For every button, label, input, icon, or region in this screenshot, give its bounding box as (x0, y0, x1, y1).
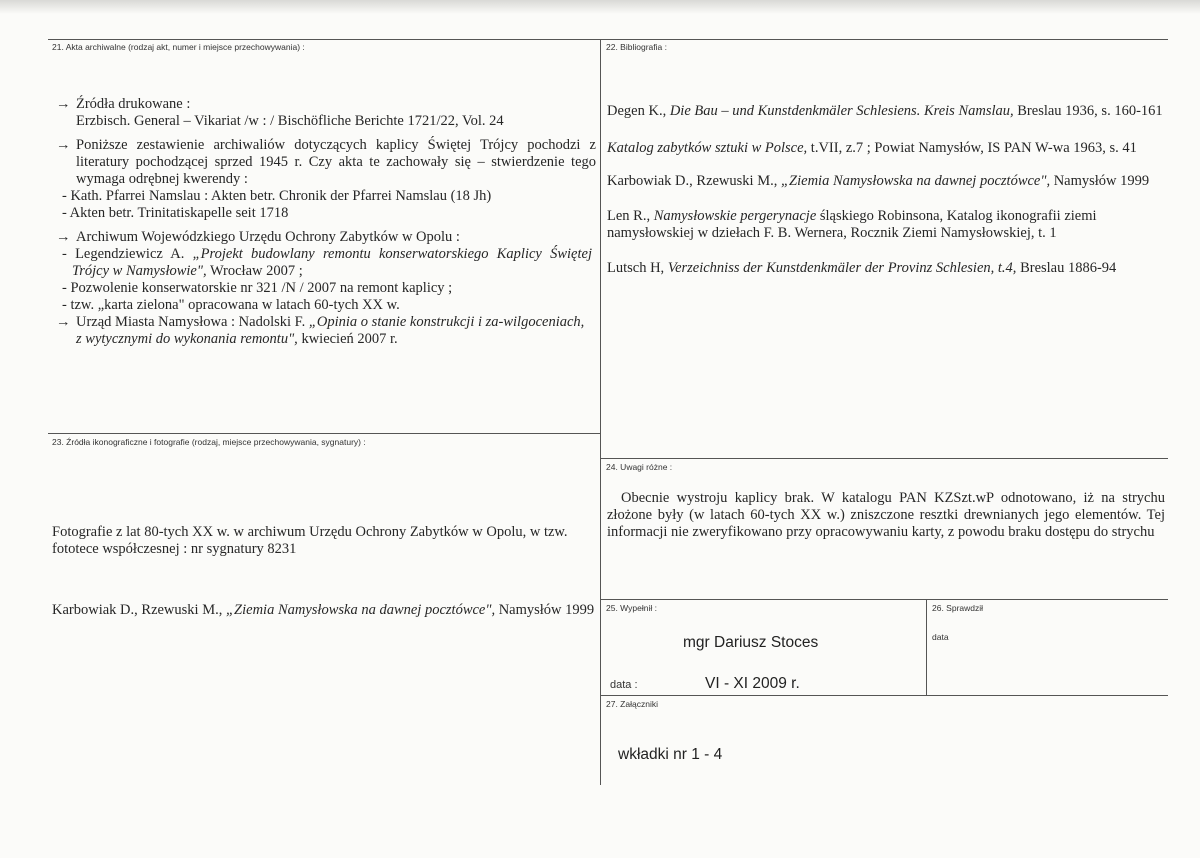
archive-entry-title: Archiwum Wojewódzkiego Urzędu Ochrony Zabytków w Opolu : (76, 229, 460, 245)
top-rule (48, 39, 1168, 40)
center-divider (600, 39, 601, 785)
field-25-label: 25. Wypełnił : (606, 603, 657, 613)
archive-entry-text: Urząd Miasta Namysłowa : Nadolski F. „Opinia o stanie konstrukcji i za-wilgoceniach, z wytycznymi do wykonania remontu", kwiecień 2007 r. (76, 314, 585, 347)
archive-subitem: - Kath. Pfarrei Namslau : Akten betr. Chronik der Pfarrei Namslau (18 Jh) (62, 188, 492, 204)
archive-entry-title: Źródła drukowane : (76, 96, 191, 112)
archive-sublist (56, 246, 596, 314)
archive-entry-printed-sources (56, 96, 596, 130)
archive-entry-summary (56, 137, 596, 188)
rule-24 (600, 458, 1168, 459)
archive-subitem: - tzw. „karta zielona" opracowana w latach 60-tych XX w. (62, 297, 400, 313)
bibliography-entry: Lutsch H, Verzeichniss der Kunstdenkmäler der Provinz Schlesien, t.4, Breslau 1886-94 (607, 260, 1117, 276)
bibliography-section (607, 103, 1165, 277)
filled-by-date-label: data : (610, 679, 638, 691)
archive-entry-text: Poniższe zestawienie archiwaliów dotyczących kaplicy Świętej Trójcy pochodzi z literatury pochodzącej sprzed 1945 r. Czy akta te zachowały się – stwierdzenie tego wymaga odrębnej kwerendy : (76, 137, 596, 187)
arrow-icon: → (56, 314, 71, 330)
field-26-date-label: data (932, 632, 949, 642)
iconography-photos: Fotografie z lat 80-tych XX w. w archiwum Urzędu Ochrony Zabytków w Opolu, w tzw. fototece współczesnej : nr sygnatury 8231 (52, 524, 568, 557)
rule-25 (600, 599, 1168, 600)
rule-23 (48, 433, 601, 434)
attachments-text: wkładki nr 1 - 4 (618, 746, 723, 763)
field-24-label: 24. Uwagi różne : (606, 462, 673, 472)
field-27-label: 27. Załączniki (606, 699, 658, 709)
field-23-label: 23. Źródła ikonograficzne i fotografie (rodzaj, miejsce przechowywania, sygnatury) : (52, 437, 366, 447)
field-21-label: 21. Akta archiwalne (rodzaj akt, numer i miejsce przechowywania) : (52, 42, 305, 52)
arrow-icon: → (56, 229, 71, 245)
bibliography-entry: Karbowiak D., Rzewuski M., „Ziemia Namysłowska na dawnej pocztówce", Namysłów 1999 (607, 173, 1150, 189)
divider-25-26 (926, 599, 927, 695)
field-22-label: 22. Bibliografia : (606, 42, 667, 52)
filled-by-name: mgr Dariusz Stoces (683, 634, 819, 651)
archive-entry-text: Erzbisch. General – Vikariat /w : / Bischöfliche Berichte 1721/22, Vol. 24 (76, 113, 504, 129)
bibliography-entry: Katalog zabytków sztuki w Polsce, t.VII, z.7 ; Powiat Namysłów, IS PAN W-wa 1963, s. 41 (607, 140, 1137, 156)
filled-by-date: VI - XI 2009 r. (705, 675, 800, 692)
archive-subitem: - Legendziewicz A. „Projekt budowlany remontu konserwatorskiego Kaplicy Świętej Trójcy w Namysłowie", Wrocław 2007 ; (62, 246, 592, 279)
iconography-postcards: Karbowiak D., Rzewuski M., „Ziemia Namysłowska na dawnej pocztówce", Namysłów 1999 (52, 602, 595, 618)
rule-27 (600, 695, 1168, 696)
bibliography-entry: Degen K., Die Bau – und Kunstdenkmäler Schlesiens. Kreis Namslau, Breslau 1936, s. 160-161 (607, 103, 1163, 119)
archive-sublist (56, 188, 596, 222)
bibliography-entry: Len R., Namysłowskie pergerynacje śląskiego Robinsona, Katalog ikonografii ziemi namysłowskiej w dziełach F. B. Wernera, Rocznik Ziemi Namysłowskiej, t. 1 (607, 208, 1097, 241)
remarks-text: Obecnie wystroju kaplicy brak. W katalogu PAN KZSzt.wP odnotowano, iż na strychu złożone były (w latach 60-tych XX w.) zniszczone resztki drewnianych jego elementów. Tej informacji nie zweryfikowano przy opracowywaniu karty, z powodu braku dostępu do strychu (607, 490, 1165, 540)
archive-subitem: - Pozwolenie konserwatorskie nr 321 /N / 2007 na remont kaplicy ; (62, 280, 453, 296)
archive-entry-city-office (56, 314, 588, 348)
field-26-label: 26. Sprawdził (932, 603, 984, 613)
scan-edge-shadow (0, 0, 1200, 14)
archives-section (56, 96, 596, 348)
arrow-icon: → (56, 96, 71, 112)
arrow-icon: → (56, 137, 71, 153)
archive-entry-wuoz-opole (56, 229, 596, 246)
archive-subitem: - Akten betr. Trinitatiskapelle seit 1718 (62, 205, 289, 221)
